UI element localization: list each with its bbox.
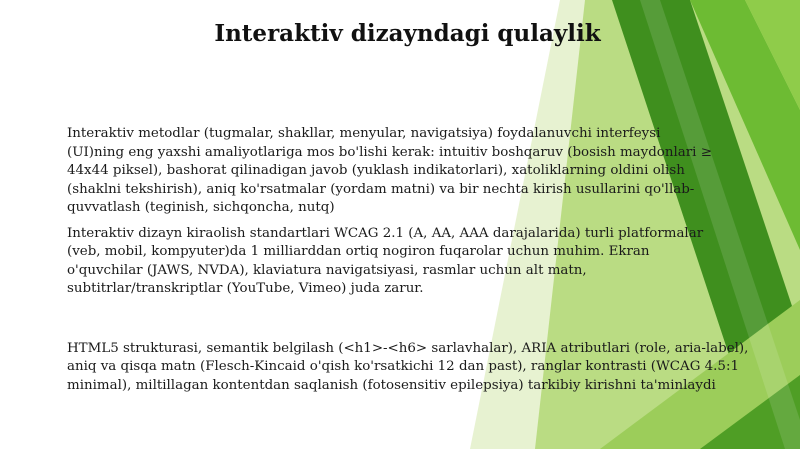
text-line: (UI)ning eng yaxshi amaliyotlariga mos bo'lishi kerak: intuitiv boshqaruv (bosish maydonlari ≥ bbox=[67, 144, 712, 160]
slide-title: Interaktiv dizayndagi qulaylik bbox=[214, 20, 601, 47]
text-line: aniq va qisqa matn (Flesch-Kincaid o'qish ko'rsatkichi 12 dan past), ranglar kontrasti (WCAG 4.5:1 bbox=[67, 359, 739, 374]
paragraph-html5-structure bbox=[67, 340, 800, 396]
text-line: (veb, mobil, kompyuter)da 1 milliarddan ortiq nogiron fuqarolar uchun muhim. Ekran bbox=[67, 244, 650, 259]
text-line: subtitrlar/transkriptlar (YouTube, Vimeo) juda zarur. bbox=[67, 281, 424, 296]
text-line: (shaklni tekshirish), aniq ko'rsatmalar (yordam matni) va bir nechta kirish usullarini qo'llab- bbox=[67, 181, 695, 197]
text-line: HTML5 strukturasi, semantik belgilash (<h1>-<h6> sarlavhalar), ARIA atributlari (role, aria-label), bbox=[67, 340, 749, 356]
text-line: quvvatlash (teginish, sichqoncha, nutq) bbox=[67, 200, 335, 215]
slide-body bbox=[67, 125, 800, 395]
text-line: o'quvchilar (JAWS, NVDA), klaviatura navigatsiyasi, rasmlar uchun alt matn, bbox=[67, 262, 587, 278]
paragraph-ui-best-practices bbox=[67, 125, 800, 218]
text-line: minimal), miltillagan kontentdan saqlanish (fotosensitiv epilepsiya) tarkibiy kirishni ta'minlaydi bbox=[67, 377, 716, 393]
paragraph-wcag-standards bbox=[67, 225, 800, 299]
text-line: Interaktiv dizayn kiraolish standartlari WCAG 2.1 (A, AA, AAA darajalarida) turli platformalar bbox=[67, 225, 704, 241]
text-line: Interaktiv metodlar (tugmalar, shakllar, menyular, navigatsiya) foydalanuvchi interfeysi bbox=[67, 126, 661, 141]
text-line: 44x44 piksel), bashorat qilinadigan javob (yuklash indikatorlari), xatoliklarning oldini olish bbox=[67, 163, 685, 178]
